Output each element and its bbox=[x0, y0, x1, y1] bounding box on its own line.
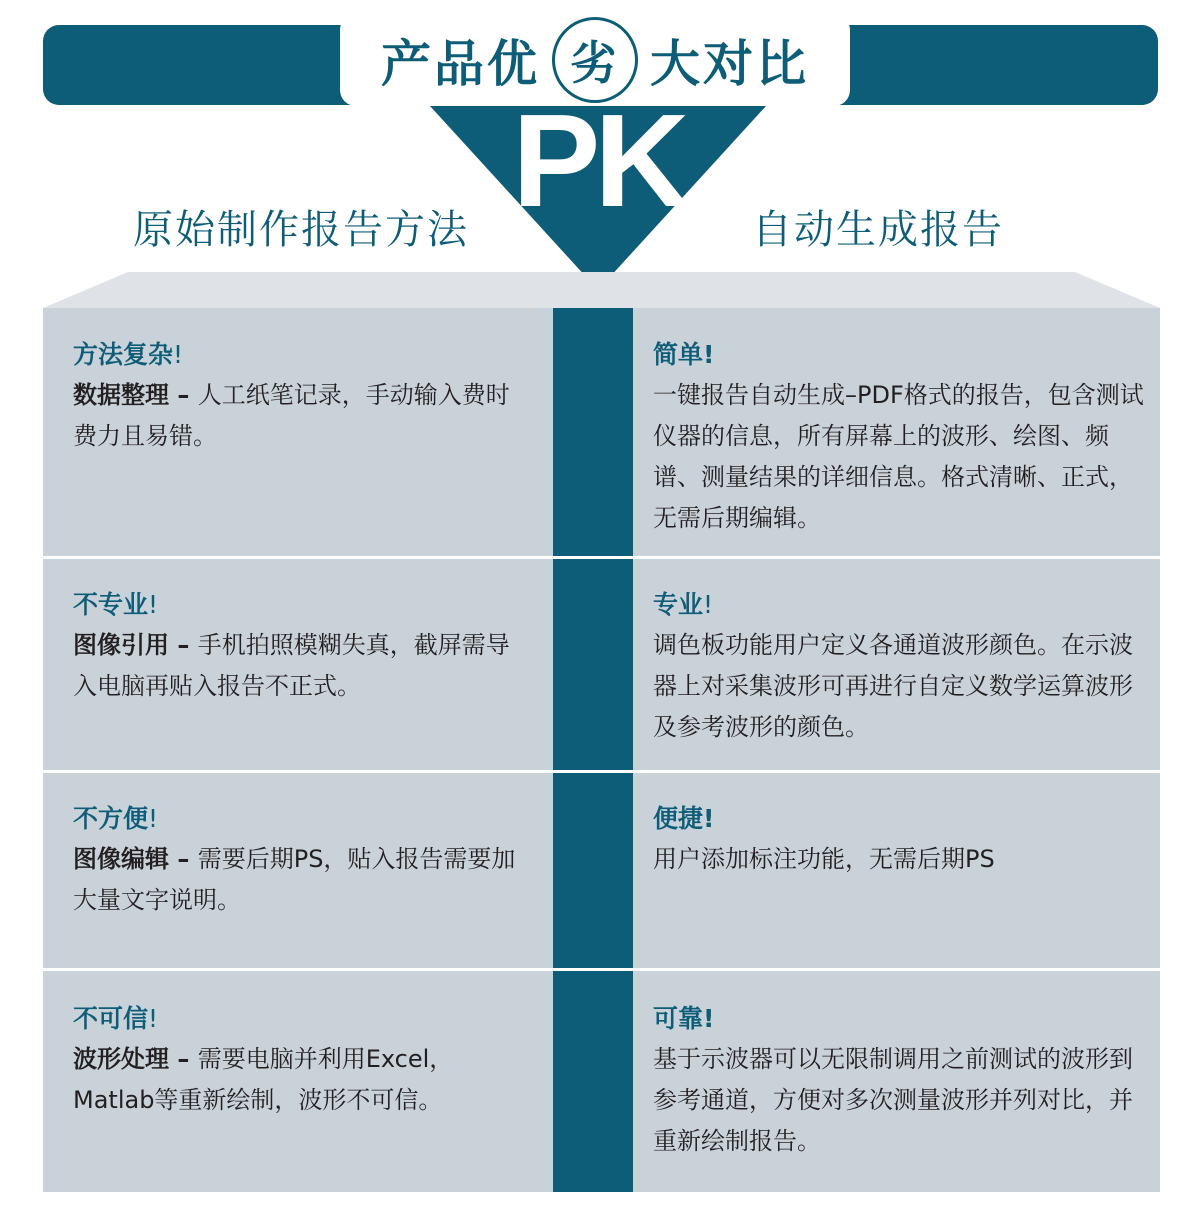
right-subtitle: 自动生成报告 bbox=[752, 207, 1004, 253]
pk-label: PK bbox=[512, 87, 684, 234]
left-cell-2 bbox=[73, 584, 533, 707]
right-body-2: 调色板功能用户定义各通道波形颜色。在示波器上对采集波形可再进行自定义数学运算波形及参考波形的颜色。 bbox=[653, 631, 1133, 741]
center-divider bbox=[553, 308, 633, 1192]
title-part1: 产品优 bbox=[381, 35, 540, 93]
comparison-table bbox=[43, 308, 1160, 1192]
row-divider bbox=[43, 556, 1160, 559]
right-cell-3 bbox=[653, 798, 1153, 880]
title-part2: 大对比 bbox=[650, 35, 809, 93]
right-body-1: 一键报告自动生成–PDF格式的报告，包含测试仪器的信息，所有屏幕上的波形、绘图、频谱、测量结果的详细信息。格式清晰、正式，无需后期编辑。 bbox=[653, 381, 1144, 532]
row-divider bbox=[43, 968, 1160, 971]
left-cell-3 bbox=[73, 798, 533, 921]
right-cell-1 bbox=[653, 334, 1153, 539]
right-cell-4 bbox=[653, 998, 1153, 1162]
left-heading-3: 不方便! bbox=[73, 804, 159, 833]
right-heading-2: 专业! bbox=[653, 590, 714, 619]
right-heading-4: 可靠! bbox=[653, 1004, 715, 1033]
left-cell-1 bbox=[73, 334, 533, 457]
left-body-4: 波形处理 – 需要电脑并利用Excel，Matlab等重新绘制，波形不可信。 bbox=[73, 1045, 454, 1114]
row-divider bbox=[43, 770, 1160, 773]
right-body-3: 用户添加标注功能，无需后期PS bbox=[653, 845, 995, 873]
left-heading-1: 方法复杂! bbox=[73, 340, 184, 369]
right-heading-1: 简单! bbox=[653, 340, 715, 369]
left-heading-4: 不可信! bbox=[73, 1004, 159, 1033]
right-body-4: 基于示波器可以无限制调用之前测试的波形到参考通道，方便对多次测量波形并列对比，并重新绘制报告。 bbox=[653, 1045, 1133, 1155]
table-top-face bbox=[43, 272, 1160, 308]
left-body-2: 图像引用 – 手机拍照模糊失真，截屏需导入电脑再贴入报告不正式。 bbox=[73, 631, 510, 700]
left-body-3: 图像编辑 – 需要后期PS，贴入报告需要加大量文字说明。 bbox=[73, 845, 516, 914]
left-subtitle: 原始制作报告方法 bbox=[133, 207, 469, 253]
right-heading-3: 便捷! bbox=[653, 804, 715, 833]
title-circle-char: 劣 bbox=[552, 17, 638, 103]
left-body-1: 数据整理 – 人工纸笔记录，手动输入费时费力且易错。 bbox=[73, 381, 510, 450]
right-cell-2 bbox=[653, 584, 1153, 748]
left-cell-4 bbox=[73, 998, 533, 1121]
left-heading-2: 不专业! bbox=[73, 590, 159, 619]
